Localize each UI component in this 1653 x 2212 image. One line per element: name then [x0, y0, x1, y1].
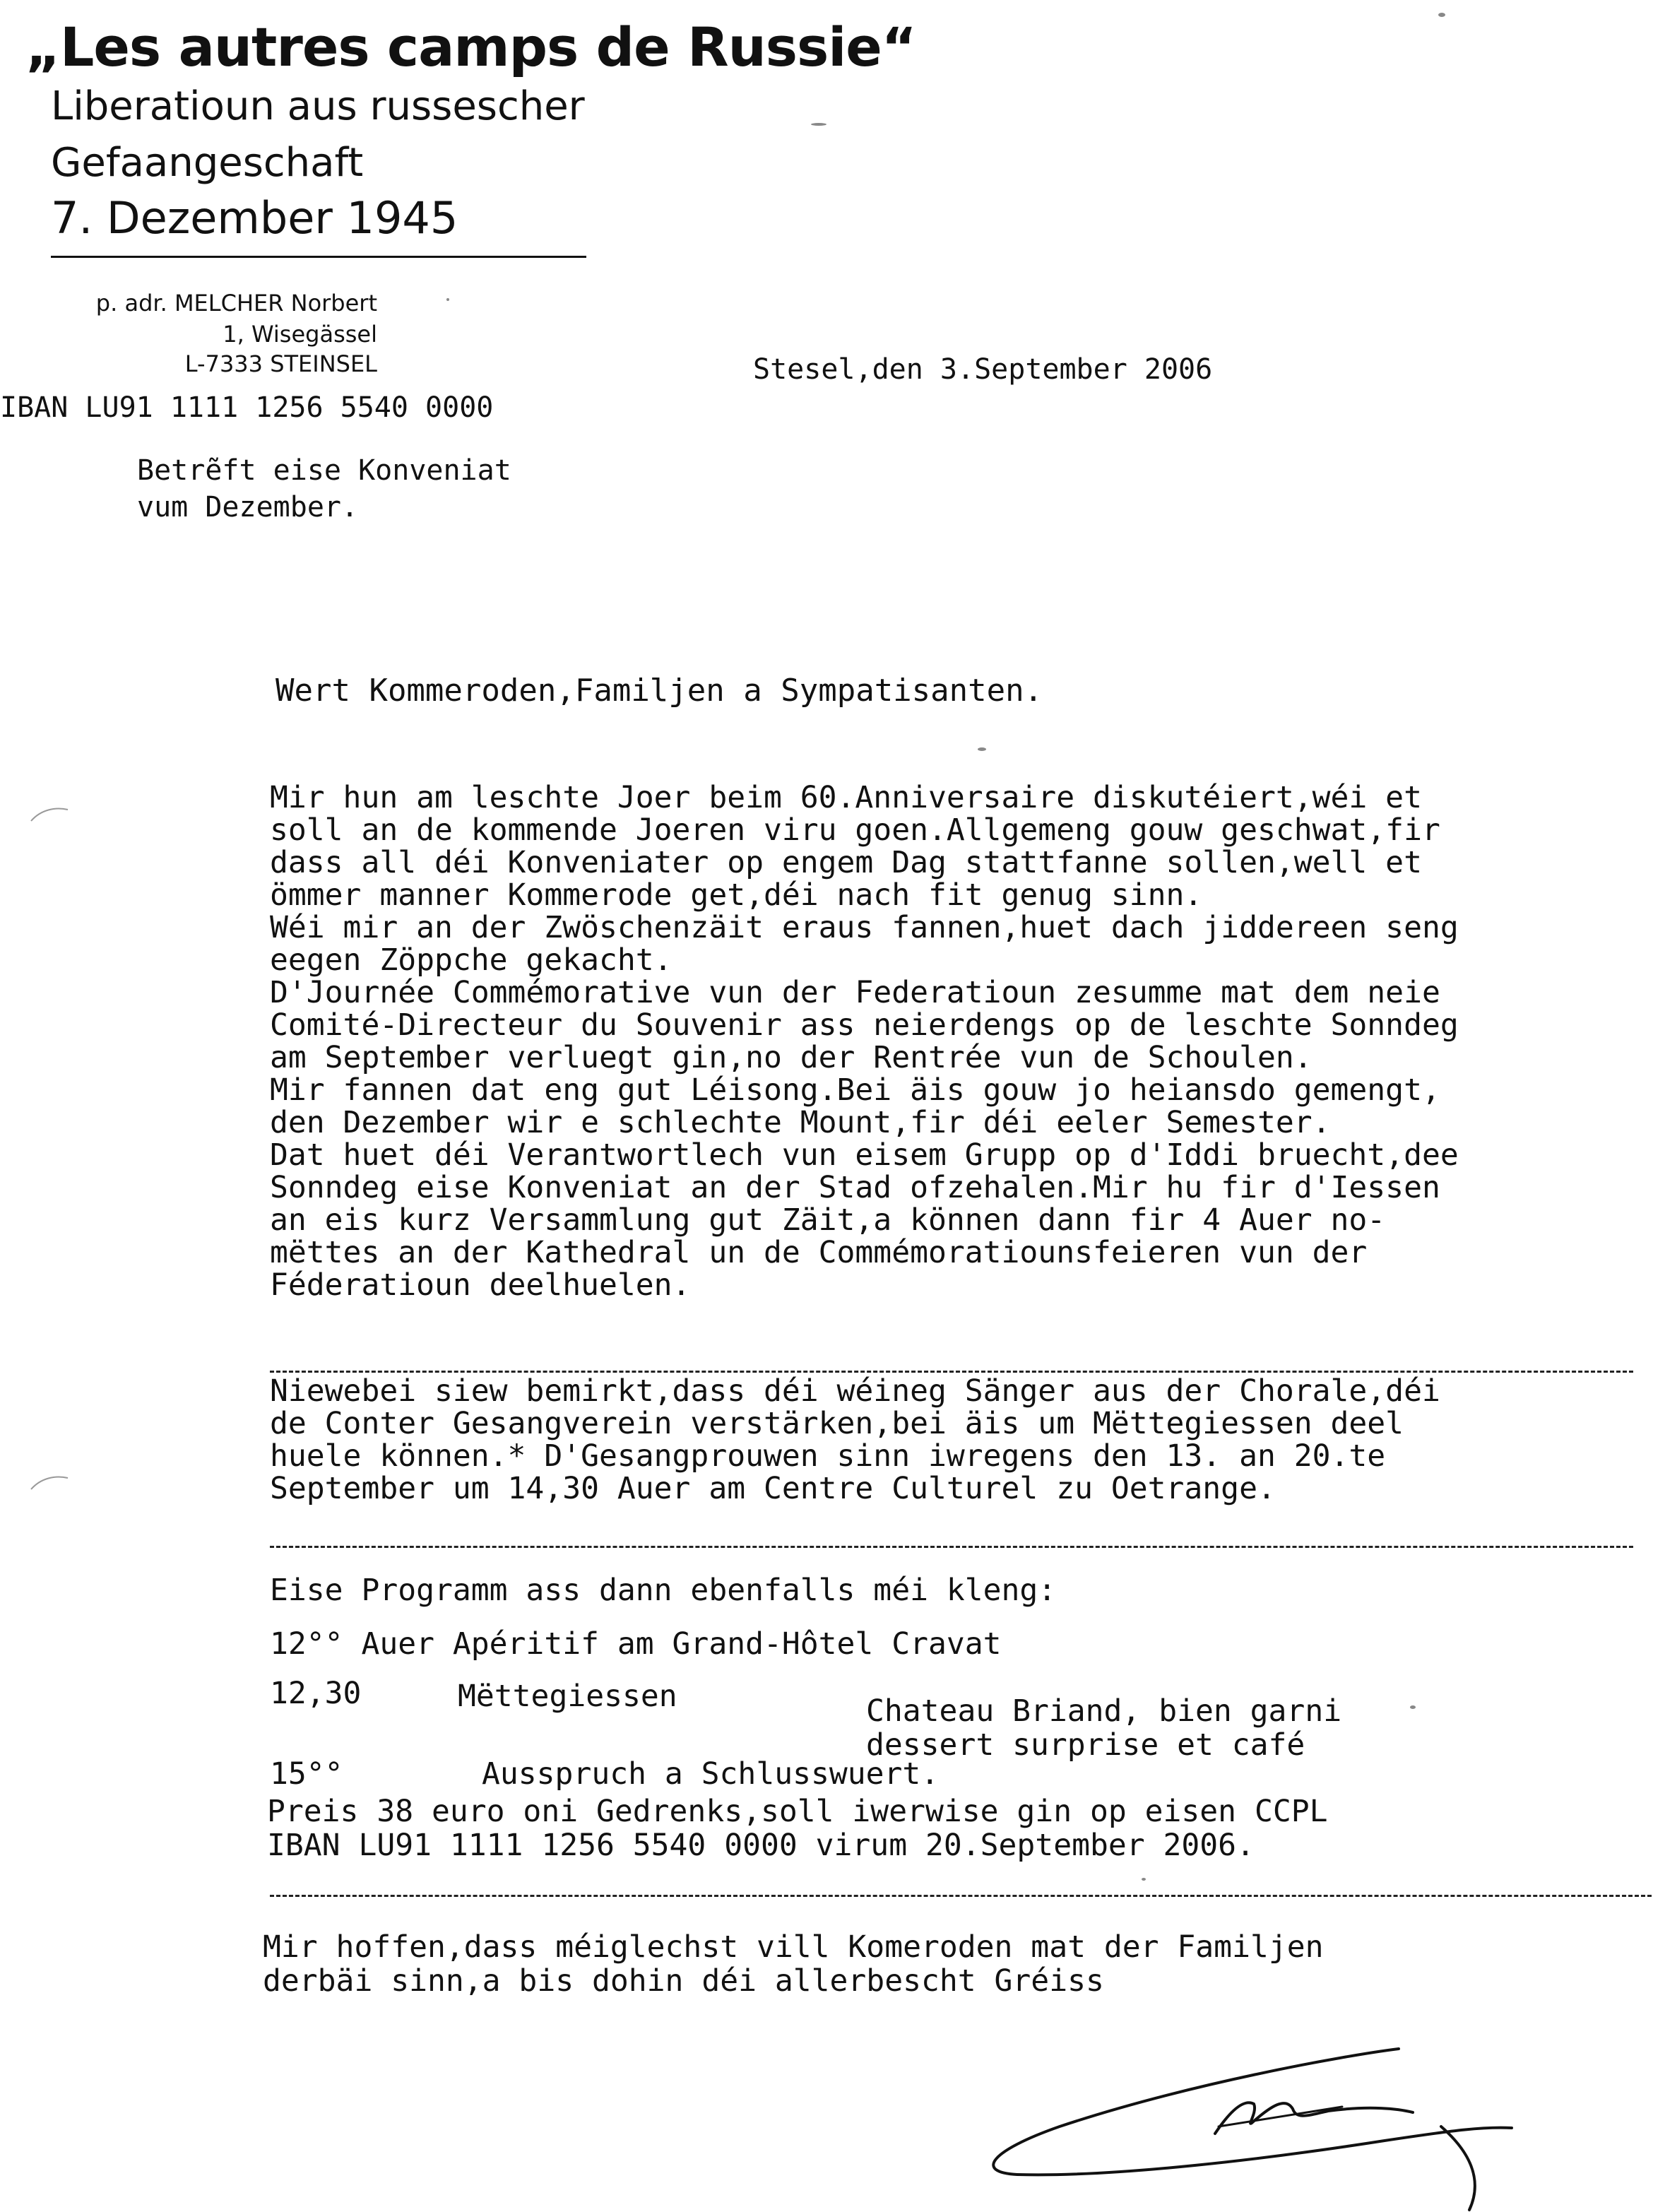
letterhead-divider [51, 256, 586, 258]
programme-item-aperitif: 12°° Auer Apéritif am Grand-Hôtel Cravat [270, 1626, 1002, 1662]
scan-speck [978, 747, 986, 751]
scan-speck [1438, 13, 1445, 17]
scan-mark [28, 1472, 71, 1494]
programme-item-closing-time: 15°° [270, 1756, 343, 1792]
letterhead-subtitle-line2: Gefaangeschaft [51, 140, 364, 186]
sender-iban: IBAN LU91 1111 1256 5540 0000 [0, 391, 494, 424]
sender-name: p. adr. MELCHER Norbert [95, 290, 377, 317]
scan-speck [1410, 1705, 1416, 1709]
scan-speck [1142, 1878, 1146, 1881]
letterhead-date: 7. Dezember 1945 [51, 192, 458, 244]
sender-city: L-7333 STEINSEL [184, 350, 377, 377]
letter-subject: Betrẽft eise Konveniat vum Dezember. [137, 454, 511, 524]
dashed-separator [270, 1371, 1633, 1373]
scan-mark [28, 804, 71, 825]
salutation: Wert Kommeroden,Familjen a Sympatisanten. [276, 673, 1043, 709]
dashed-separator [270, 1895, 1652, 1897]
scan-speck [446, 298, 449, 301]
letter-date: Stesel,den 3.September 2006 [753, 353, 1213, 386]
choir-note: Niewebei siew bemirkt,dass déi wéineg Sänger aus der Chorale,déi de Conter Gesangverein verstärken,bei äis um Mëttegiessen deel huele können.* D'Gesangprouwen sinn iwregens den 13. an 20.te September um 14,30 Auer am Centre Culturel zu Oetrange. [270, 1373, 1440, 1506]
programme-lunch-menu: Chateau Briand, bien garni dessert surprise et café [866, 1693, 1342, 1763]
dashed-separator [270, 1546, 1633, 1548]
programme-intro: Eise Programm ass dann ebenfalls méi kleng: [270, 1573, 1057, 1608]
letterhead-subtitle-line1: Liberatioun aus russescher [51, 83, 585, 129]
price-and-payment: Preis 38 euro oni Gedrenks,soll iwerwise gin op eisen CCPL IBAN LU91 1111 1256 5540 0000 virum 20.September 2006. [267, 1794, 1328, 1863]
closing-remarks: Mir hoffen,dass méiglechst vill Komeroden mat der Familjen derbäi sinn,a bis dohin déi allerbescht Gréiss [263, 1929, 1324, 1999]
programme-item-lunch-time: 12,30 [270, 1676, 362, 1711]
letter-body: Mir hun am leschte Joer beim 60.Anniversaire diskutéiert,wéi et soll an de kommende Joeren viru goen.Allgemeng gouw geschwat,fir dass all déi Konveniater op engem Dag stattfanne sollen,well et ömmer manner Kommerode get,déi nach fit genug sinn. Wéi mir an der Zwöschenzäit eraus fannen,huet dach jiddereen seng eegen Zöppche gekacht. D'Journée Commémorative vun der Federatioun zesumme mat dem neie Comité-Directeur du Souvenir ass neierdengs op de leschte Sonndeg am September verluegt gin,no der Rentrée vun de Schoulen. Mir fannen dat eng gut Léisong.Bei äis gouw jo heiansdo gemengt, den Dezember wir e schlechte Mount,fir déi eeler Semester. Dat huet déi Verantwortlech vun eisem Grupp op d'Iddi bruecht,dee Sonndeg eise Konveniat an der Stad ofzehalen.Mir hu fir d'Iessen an eis kurz Versammlung gut Zäit,a können dann fir 4 Auer no- mëttes an der Kathedral un de Commémoratiounsfeieren vun der Féderatioun deelhuelen. [270, 780, 1459, 1303]
programme-item-lunch-label: Mëttegiessen [458, 1679, 677, 1714]
sender-street: 1, Wisegässel [223, 321, 377, 348]
programme-item-closing-label: Ausspruch a Schlusswuert. [482, 1756, 940, 1792]
handwritten-signature [975, 2021, 1646, 2212]
letterhead-title: „Les autres camps de Russie“ [25, 16, 916, 78]
scan-speck [811, 123, 826, 126]
